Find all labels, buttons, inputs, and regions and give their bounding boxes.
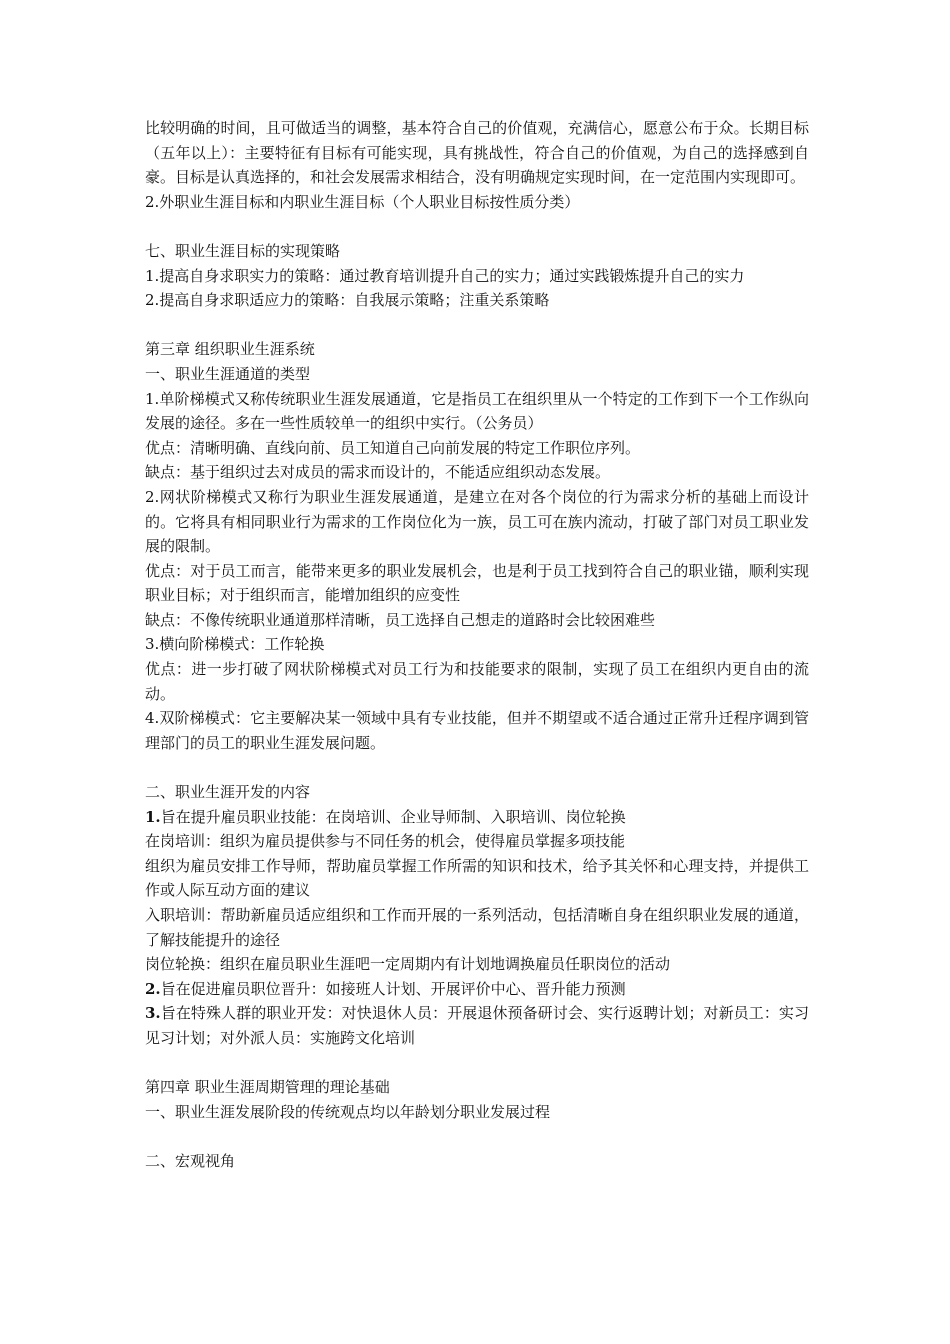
paragraph-gap bbox=[145, 1124, 809, 1149]
paragraph-network-ladder-pros: 优点：对于员工而言，能带来更多的职业发展机会，也是利于员工找到符合自己的职业锚，顺利实现职业目标；对于组织而言，能增加组织的应变性 bbox=[145, 561, 809, 605]
paragraph-gap bbox=[145, 755, 809, 780]
section-heading-development: 二、职业生涯开发的内容 bbox=[145, 783, 311, 802]
paragraph-development-1 bbox=[145, 805, 809, 830]
paragraph-strategy-1: 1.提高自身求职实力的策略：通过教育培训提升自己的实力；通过实践锻炼提升自己的实力 bbox=[145, 266, 745, 285]
paragraph-gap bbox=[145, 1051, 809, 1076]
list-text: 旨在促进雇员职位晋升：如接班人计划、开展评价中心、晋升能力预测 bbox=[160, 979, 626, 998]
paragraph-gap bbox=[145, 313, 809, 338]
section-heading-channel-types: 一、职业生涯通道的类型 bbox=[145, 364, 311, 383]
list-text: 旨在提升雇员职业技能：在岗培训、企业导师制、入职培训、岗位轮换 bbox=[160, 807, 626, 826]
paragraph-development-3 bbox=[145, 1001, 809, 1050]
list-number: 1. bbox=[145, 807, 161, 826]
paragraph-gap bbox=[145, 214, 809, 239]
paragraph-horizontal-ladder-pros: 优点：进一步打破了网状阶梯模式对员工行为和技能要求的限制，实现了员工在组织内更自由的流动。 bbox=[145, 660, 809, 703]
paragraph-network-ladder: 2.网状阶梯模式又称行为职业生涯发展通道，是建立在对各个岗位的行为需求分析的基础上而设计的。它将具有相同职业行为需求的工作岗位化为一族，员工可在族内流动，打破了部门对员工职业发展的限制。 bbox=[145, 487, 809, 556]
paragraph-mentor: 组织为雇员安排工作导师，帮助雇员掌握工作所需的知识和技术，给予其关怀和心理支持，并提供工作或人际互动方面的建议 bbox=[145, 856, 809, 900]
chapter-heading-3: 第三章 组织职业生涯系统 bbox=[145, 340, 315, 359]
paragraph-single-ladder: 1.单阶梯模式又称传统职业生涯发展通道，它是指员工在组织里从一个特定的工作到下一个工作纵向发展的途径。多在一些性质较单一的组织中实行。（公务员） bbox=[145, 389, 809, 433]
paragraph-strategy-2: 2.提高自身求职适应力的策略：自我展示策略；注重关系策略 bbox=[145, 291, 550, 310]
paragraph-rotation: 岗位轮换：组织在雇员职业生涯吧一定周期内有计划地调换雇员任职岗位的活动 bbox=[145, 955, 671, 974]
section-heading-macro-view: 二、宏观视角 bbox=[145, 1151, 236, 1170]
paragraph-goal-terms: 比较明确的时间，且可做适当的调整，基本符合自己的价值观，充满信心，愿意公布于众。长期目标（五年以上）：主要特征有目标有可能实现，具有挑战性，符合自己的价值观，为自己的选择感到自豪。目标是认真选择的，和社会发展需求相结合，没有明确规定实现时间，在一定范围内实现即可。 bbox=[145, 119, 809, 187]
paragraph-network-ladder-cons: 缺点：不像传统职业通道那样清晰，员工选择自己想走的道路时会比较困难些 bbox=[145, 610, 656, 629]
list-text: 旨在特殊人群的职业开发：对快退休人员：开展退休预备研讨会、实行返聘计划；对新员工：实习见习计划；对外派人员：实施跨文化培训 bbox=[145, 1004, 809, 1047]
paragraph-single-ladder-cons: 缺点：基于组织过去对成员的需求而设计的，不能适应组织动态发展。 bbox=[145, 463, 611, 482]
paragraph-single-ladder-pros: 优点：清晰明确、直线向前、员工知道自己向前发展的特定工作职位序列。 bbox=[145, 438, 641, 457]
chapter-heading-4: 第四章 职业生涯周期管理的理论基础 bbox=[145, 1078, 390, 1097]
paragraph-orientation: 入职培训：帮助新雇员适应组织和工作而开展的一系列活动，包括清晰自身在组织职业发展的通道，了解技能提升的途径 bbox=[145, 906, 809, 949]
section-heading-strategies: 七、职业生涯目标的实现策略 bbox=[145, 241, 341, 260]
paragraph-development-2 bbox=[145, 977, 809, 1002]
list-number: 3. bbox=[145, 1004, 161, 1023]
paragraph-goal-types: 2.外职业生涯目标和内职业生涯目标（个人职业目标按性质分类） bbox=[145, 192, 580, 211]
document-body bbox=[145, 116, 809, 1174]
list-number: 2. bbox=[145, 979, 161, 998]
paragraph-onjob-training: 在岗培训：组织为雇员提供参与不同任务的机会，使得雇员掌握多项技能 bbox=[145, 832, 626, 851]
paragraph-dual-ladder: 4.双阶梯模式：它主要解决某一领域中具有专业技能，但并不期望或不适合通过正常升迁程序调到管理部门的员工的职业生涯发展问题。 bbox=[145, 709, 809, 752]
section-heading-traditional-view: 一、职业生涯发展阶段的传统观点均以年龄划分职业发展过程 bbox=[145, 1102, 551, 1121]
paragraph-horizontal-ladder: 3.横向阶梯模式：工作轮换 bbox=[145, 635, 325, 654]
